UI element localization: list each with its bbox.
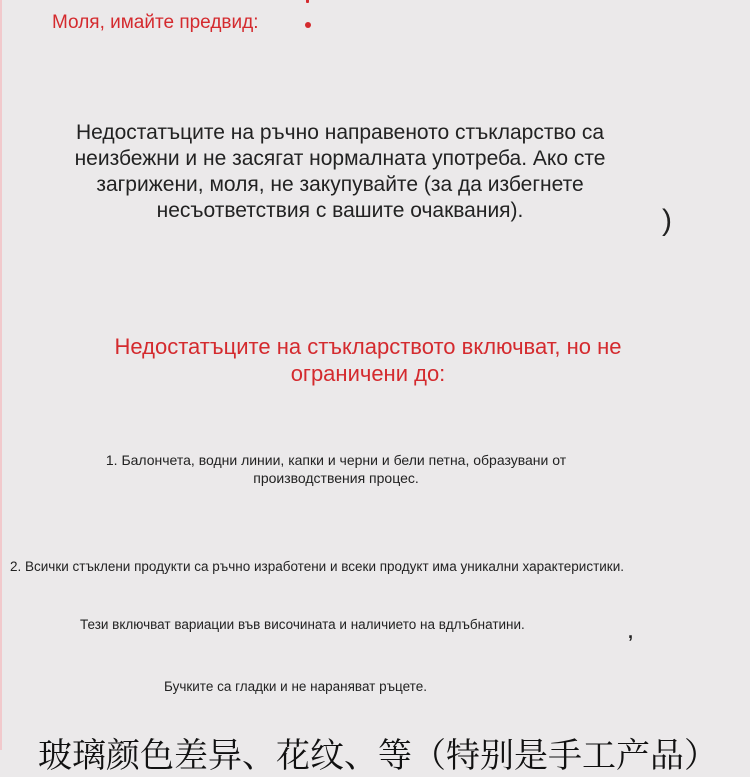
bullet-dot-icon	[305, 22, 311, 28]
defects-heading-line: ограничени до:	[290, 361, 446, 386]
list-item-2: 2. Всички стъклени продукти са ръчно изработени и всеки продукт има уникални характеристики.	[10, 559, 624, 574]
notice-heading: Моля, имайте предвид:	[52, 12, 259, 33]
list-item-line: производствения процес.	[253, 470, 419, 486]
list-item-line: 1. Балончета, водни линии, капки и черни и бели петна, образувани от	[105, 452, 567, 468]
intro-paragraph	[0, 120, 680, 224]
intro-line: несъответствия с вашите очаквания).	[156, 199, 524, 222]
red-tick-mark	[306, 0, 309, 3]
defects-heading-line: Недостатъците на стъкларството включват, но не	[114, 334, 622, 359]
stray-parenthesis: )	[662, 204, 672, 237]
list-item-2-detail: Тези включват вариации във височината и наличието на вдлъбнатини.	[80, 617, 525, 632]
intro-line: Недостатъците на ръчно направеното стъкларство са	[75, 121, 605, 144]
bottom-chinese-caption: 玻璃颜色差异、花纹、等（特别是手工产品）	[38, 737, 718, 775]
list-item-1	[0, 451, 672, 487]
intro-line: загрижени, моля, не закупувайте (за да избегнете	[96, 173, 584, 196]
smooth-note: Бучките са гладки и не нараняват ръцете.	[164, 679, 427, 694]
stray-comma: ,	[628, 622, 634, 642]
intro-line: неизбежни и не засягат нормалната употреба. Ако сте	[74, 147, 606, 170]
defects-heading	[0, 333, 736, 387]
